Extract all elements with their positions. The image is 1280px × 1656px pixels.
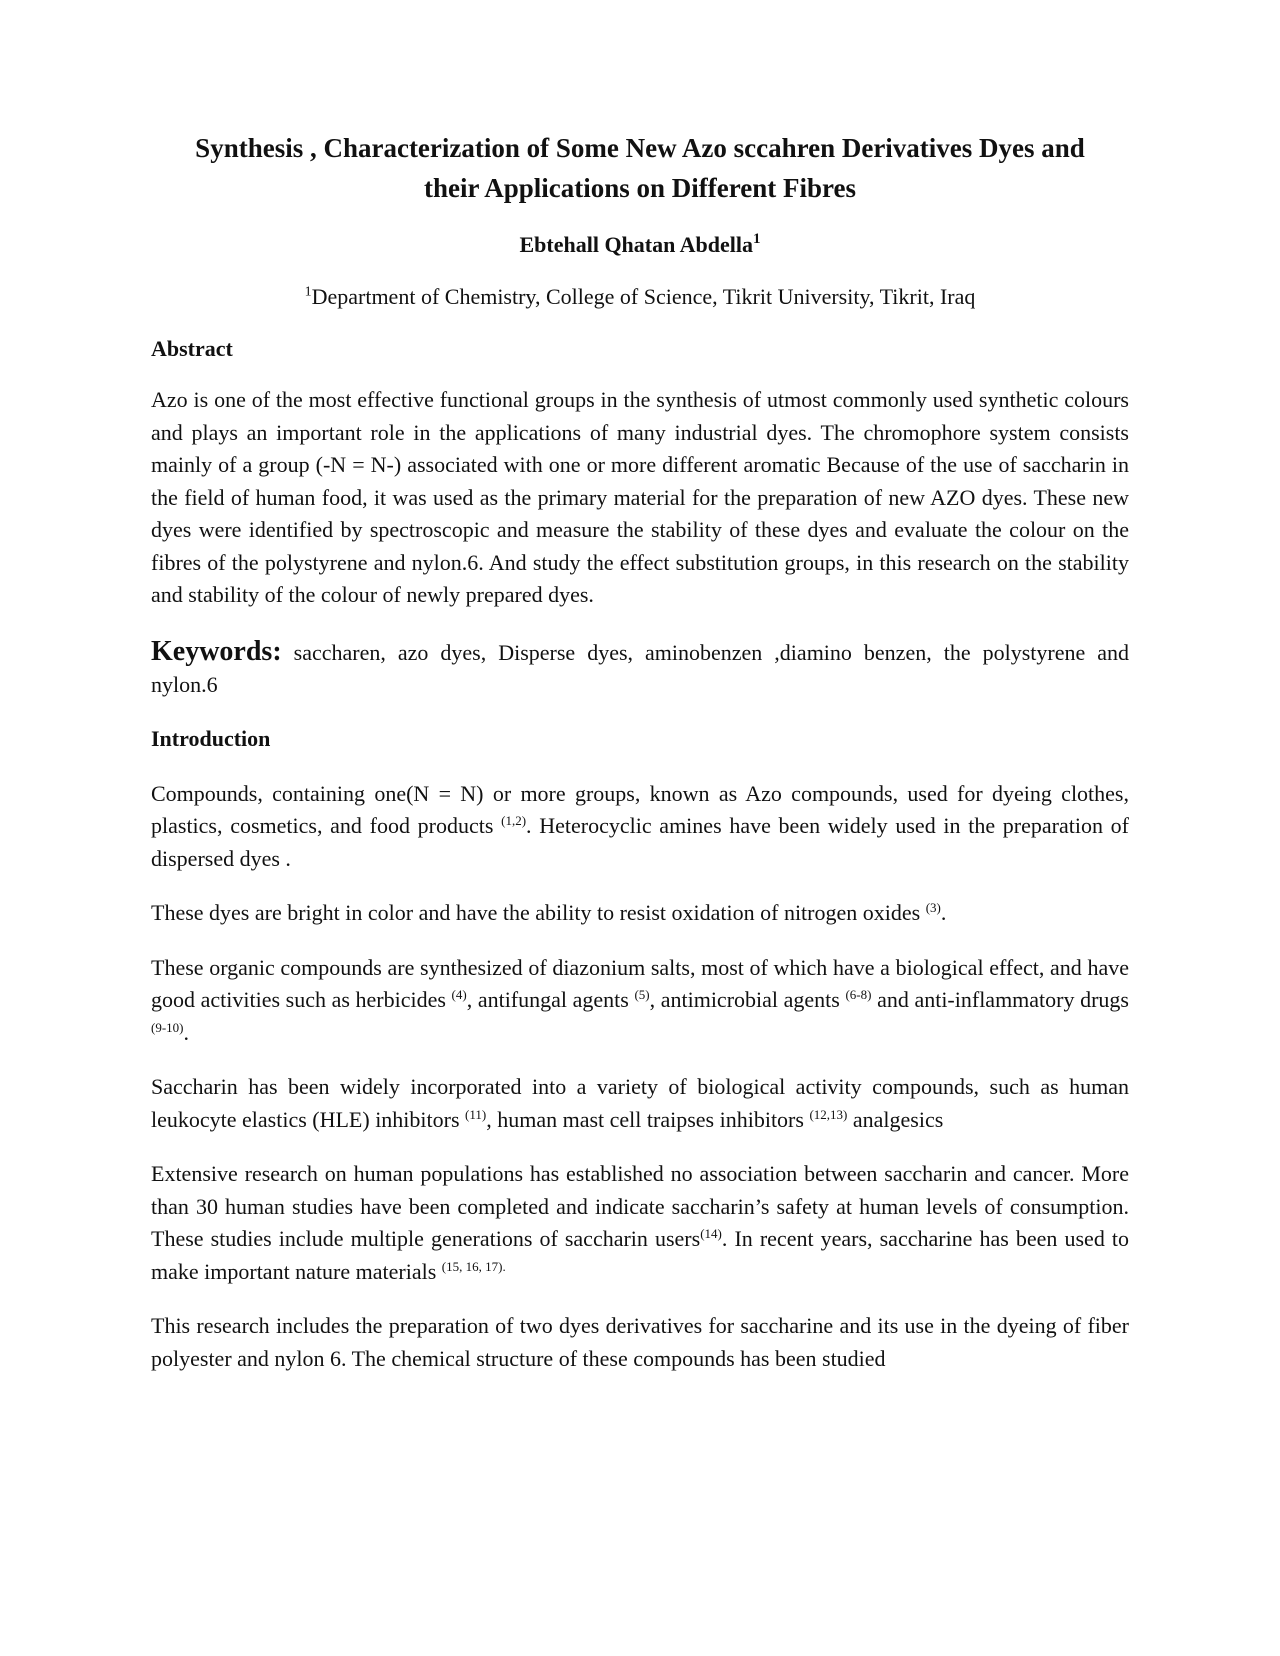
citation: (1,2)	[501, 813, 527, 829]
title-line-2: their Applications on Different Fibres	[424, 173, 856, 203]
author	[151, 230, 1129, 260]
intro-paragraph-4: Saccharin has been widely incorporated into a variety of biological activity compounds, such as human leukocyte elastics (HLE) inhibitors $^{(11)}$, human mast cell traipses inhibitors $^{(12,13)}$ analgesics	[151, 1074, 1129, 1132]
keywords	[151, 636, 1129, 702]
citation: (4)	[451, 987, 467, 1003]
affiliation-mark: 1	[304, 284, 312, 300]
citation: (9-10)	[151, 1019, 184, 1035]
citation: (14)	[700, 1226, 722, 1242]
affiliation-text: Department of Chemistry, College of Science, Tikrit University, Tikrit, Iraq	[311, 284, 976, 309]
intro-paragraph-3: These organic compounds are synthesized of diazonium salts, most of which have a biological effect, and have good activities such as herbicides $^{(4)}$, antifungal agents $^{(5)}$, antimicrobial agents $^{(6-8)}$ and anti-inflammatory drugs $^{(9-10)}$.	[151, 954, 1129, 1045]
intro-paragraph-6: This research includes the preparation of two dyes derivatives for saccharine and its use in the dyeing of fiber polyester and nylon 6. The chemical structure of these compounds has been studied	[151, 1313, 1129, 1371]
citation: (11)	[465, 1106, 487, 1122]
affiliation	[151, 282, 1129, 312]
citation: (15, 16, 17).	[441, 1258, 506, 1274]
intro-paragraph-2: These dyes are bright in color and have the ability to resist oxidation of nitrogen oxides $^{(3)}$.	[151, 900, 947, 925]
keywords-label: Keywords:	[151, 635, 282, 667]
citation: (5)	[634, 987, 650, 1003]
citation: (12,13)	[809, 1106, 848, 1122]
introduction-heading: Introduction	[151, 725, 271, 751]
intro-paragraph-5: Extensive research on human populations has established no association between saccharin and cancer. More than 30 human studies have been completed and indicate saccharin’s safety at human levels of consumption. These studies include multiple generations of saccharin users$^{(14)}$. In recent years, saccharine has been used to make important nature materials $^{(15, 16, 17).}$	[151, 1161, 1130, 1284]
citation: (3)	[925, 900, 941, 916]
abstract-heading: Abstract	[151, 336, 233, 361]
title-line-1: Synthesis , Characterization of Some New Azo sccahren Derivatives Dyes and	[195, 133, 1085, 163]
intro-paragraph-1: Compounds, containing one(N = N) or more groups, known as Azo compounds, used for dyeing clothes, plastics, cosmetics, and food products $^{(1,2)}$. Heterocyclic amines have been widely used in the preparation of dispersed dyes .	[151, 780, 1129, 871]
author-affiliation-mark: 1	[753, 231, 761, 247]
abstract-text: Azo is one of the most effective functional groups in the synthesis of utmost commonly used synthetic colours and plays an important role in the applications of many industrial dyes. The chromophore system consists mainly of a group (-N = N-) associated with one or more different aromatic Because of the use of saccharin in the field of human food, it was used as the primary material for the preparation of new AZO dyes. These new dyes were identified by spectroscopic and measure the stability of these dyes and evaluate the colour on the fibres of the polystyrene and nylon.6. And study the effect substitution groups, in this research on the stability and stability of the colour of newly prepared dyes.	[151, 387, 1129, 607]
keywords-text: saccharen, azo dyes, Disperse dyes, aminobenzen ,diamino benzen, the polystyrene and nylon.6	[151, 639, 1129, 697]
paper-page	[151, 128, 1129, 1375]
paper-title	[151, 128, 1129, 208]
citation: (6-8)	[845, 987, 872, 1003]
author-name: Ebtehall Qhatan Abdella	[519, 232, 753, 257]
